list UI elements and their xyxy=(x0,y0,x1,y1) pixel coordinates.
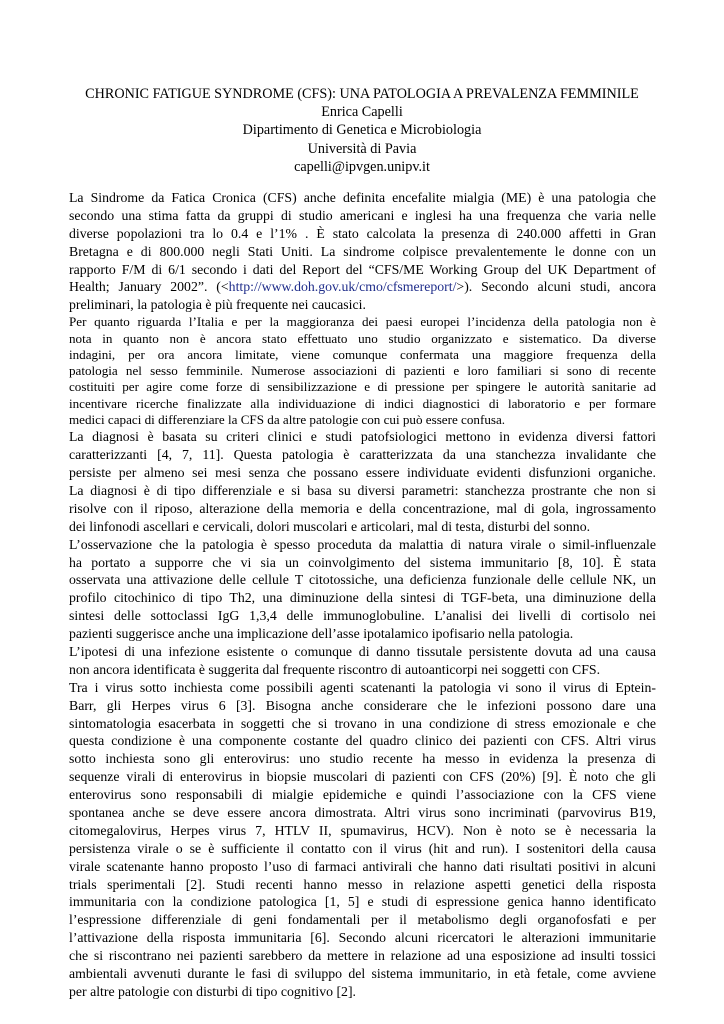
paragraph-italy xyxy=(69,314,656,428)
text-line: caratterizzanti [4, 7, 11]. Questa patologia è caratterizzata da una stanchezza invalidante che xyxy=(69,447,656,463)
author-email: capelli@ipvgen.unipv.it xyxy=(294,158,430,175)
text-line: incentivare ricerche finalizzate alla individuazione di indici diagnostici di laboratorio e per formare xyxy=(69,395,656,411)
text-line: L’osservazione che la patologia è spesso proceduta da malattia di natura virale o simil-influenzale xyxy=(69,536,656,552)
document-body xyxy=(69,189,656,1001)
text-line: costituiti per agire come forze di sensibilizzazione e di pressione per spingere le autorità sanitarie ad xyxy=(69,379,656,395)
text-line: non ancora identificata è suggerita dal frequente riscontro di autoanticorpi nei soggetti con CFS. xyxy=(69,661,601,677)
text-line: persiste per almeno sei mesi senza che possano essere individuate evidenti disfunzioni organiche. xyxy=(69,465,656,481)
paragraph-diagnosis xyxy=(69,428,656,535)
text-line: sintomatologia esacerbata in soggetti che si trovano in una condizione di stress emozionale e che xyxy=(69,715,656,731)
document-header xyxy=(0,85,724,176)
author-department: Dipartimento di Genetica e Microbiologia xyxy=(242,122,482,139)
text-line: per altre patologie con disturbi di tipo cognitivo [2]. xyxy=(69,983,356,999)
text-line: trials sperimentali [2]. Studi recenti hanno messo in relazione aspetti genetici della risposta xyxy=(69,876,656,892)
text-line: Bretagna e di 800.000 negli Stati Uniti. La sindrome colpisce prevalentemente le donne con un xyxy=(69,243,656,259)
text-line: ha portato a supporre che vi sia un coinvolgimento del sistema immunitario [8, 10]. È stata xyxy=(69,554,656,570)
text-line: diverse popolazioni tra lo 0.4 e l’1% . È stato calcolata la presenza di 240.000 affetti in Gran xyxy=(69,225,656,241)
text-line: l’attivazione della risposta immunitaria [6]. Secondo alcuni ricercatori le alterazioni immunitarie xyxy=(69,930,656,946)
text-line-with-link xyxy=(69,278,656,296)
text-line: Barr, gli Herpes virus 6 [3]. Bisogna anche considerare che le infezioni possono dare una xyxy=(69,697,656,713)
text-line: enterovirus sono responsabili di mialgie epidemiche e quindi l’associazione con la CFS viene xyxy=(69,787,656,803)
text-line: pazienti suggerisce anche una implicazione dell’asse ipotalamico ipofisario nella patologia. xyxy=(69,626,574,642)
author-university: Università di Pavia xyxy=(307,140,417,157)
text-line: secondo una stima fatta da gruppi di studio americani e inglesi ha una frequenza che varia nelle xyxy=(69,207,656,223)
text-line: L’ipotesi di una infezione esistente o comunque di danno tissutale persistente dovuta ad una causa xyxy=(69,644,656,659)
text-line: La diagnosi è basata su criteri clinici e studi patofsiologici mettono in evidenza diversi fattori xyxy=(69,429,656,445)
paragraph-introduction xyxy=(69,189,656,314)
text-line: spontanea anche se deve essere ancora dimostrata. Altri virus sono incriminati (parvovirus B19, xyxy=(69,805,656,821)
paragraph-immune-system xyxy=(69,536,656,643)
text-line: virale scatenante hanno proposto l’uso di farmaci antivirali che hanno dati risultati positivi in alcuni xyxy=(69,858,656,874)
text-line: patologia nel sesso femminile. Numerose associazioni di pazienti e loro familiari si sono di recente xyxy=(69,363,656,379)
text-line: immunitaria con la condizione patologica [1, 5] e studi di espressione genica hanno identificato xyxy=(69,894,656,910)
text-line: La diagnosi è di tipo differenziale e si basa su diversi parametri: stanchezza prostrante che non si xyxy=(69,482,656,498)
text-line: Tra i virus sotto inchiesta come possibili agenti scatenanti la patologia vi sono il virus di Eptein- xyxy=(69,679,656,695)
text-fragment: Health; January 2002”. (< xyxy=(69,279,229,295)
text-line: rapporto F/M di 6/1 secondo i dati del Report del “CFS/ME Working Group del UK Department of xyxy=(69,261,656,277)
text-line: sintesi delle sottoclassi IgG 1,3,4 delle immunoglobuline. L’analisi dei livelli di cortisolo nei xyxy=(69,608,656,624)
text-line: persistenza virale o se è sufficiente il contatto con il virus (hit and run). I sostenitori della causa xyxy=(69,840,656,856)
document-title: CHRONIC FATIGUE SYNDROME (CFS): UNA PATOLOGIA A PREVALENZA FEMMINILE xyxy=(85,86,639,102)
text-line: profilo citochinico di tipo Th2, una diminuzione della sintesi di TGF-beta, una diminuzione della xyxy=(69,590,656,606)
text-line: che si riscontrano nei pazienti sarebbero da mettere in relazione ad una esposizione ad insulti tossici xyxy=(69,948,656,964)
text-line: preliminari, la patologia è più frequente nei caucasici. xyxy=(69,297,366,313)
author-name: Enrica Capelli xyxy=(321,104,403,121)
text-fragment: >). Secondo alcuni studi, ancora xyxy=(456,279,656,295)
text-line: l’espressione differenziale di geni fondamentali per il metabolismo degli organofosfati e per xyxy=(69,912,656,928)
text-line: ambientali avvenuti durante le fasi di sviluppo del sistema immunitario, in età fetale, come avviene xyxy=(69,966,656,982)
text-line: La Sindrome da Fatica Cronica (CFS) anche definita encefalite mialgia (ME) è una patologia che xyxy=(69,190,656,205)
text-line: osservata una attivazione delle cellule T citotossiche, una deficienza funzionale delle cellule NK, un xyxy=(69,572,656,588)
text-line: Per quanto riguarda l’Italia e per la maggioranza dei paesi europei l’incidenza della patologia non è xyxy=(69,314,656,330)
text-line: nota in quanto non è ancora stato effettuato uno studio organizzato e sistematico. Da diverse xyxy=(69,330,656,346)
text-line: medici capaci di differenziare la CFS da altre patologie con cui può essere confusa. xyxy=(69,412,506,428)
paragraph-viruses xyxy=(69,679,656,1001)
text-line: risolve con il riposo, alterazione della memoria e della concentrazione, mal di gola, ingrossamento xyxy=(69,500,656,516)
report-link[interactable]: http://www.doh.gov.uk/cmo/cfsmereport/ xyxy=(228,279,457,295)
text-line: indagini, per ora ancora limitate, viene comunque confermata una maggiore frequenza della xyxy=(69,346,656,362)
text-line: sotto inchiesta sono gli enterovirus: uno studio recente ha messo in evidenza la presenza di xyxy=(69,751,656,767)
text-line: dei linfonodi ascellari e cervicali, dolori muscolari e articolari, mal di testa, disturbi del sonno. xyxy=(69,518,591,534)
text-line: questa condizione è una componente costante del quadro clinico dei pazienti con CFS. Altri virus xyxy=(69,733,656,749)
text-line: citomegalovirus, Herpes virus 7, HTLV II, spumavirus, HCV). Non è noto se è necessaria la xyxy=(69,822,656,838)
text-line: sequenze virali di enterovirus in biopsie muscolari di pazienti con CFS (20%) [9]. È noto che gli xyxy=(69,769,656,785)
paragraph-infection-hypothesis xyxy=(69,643,656,679)
